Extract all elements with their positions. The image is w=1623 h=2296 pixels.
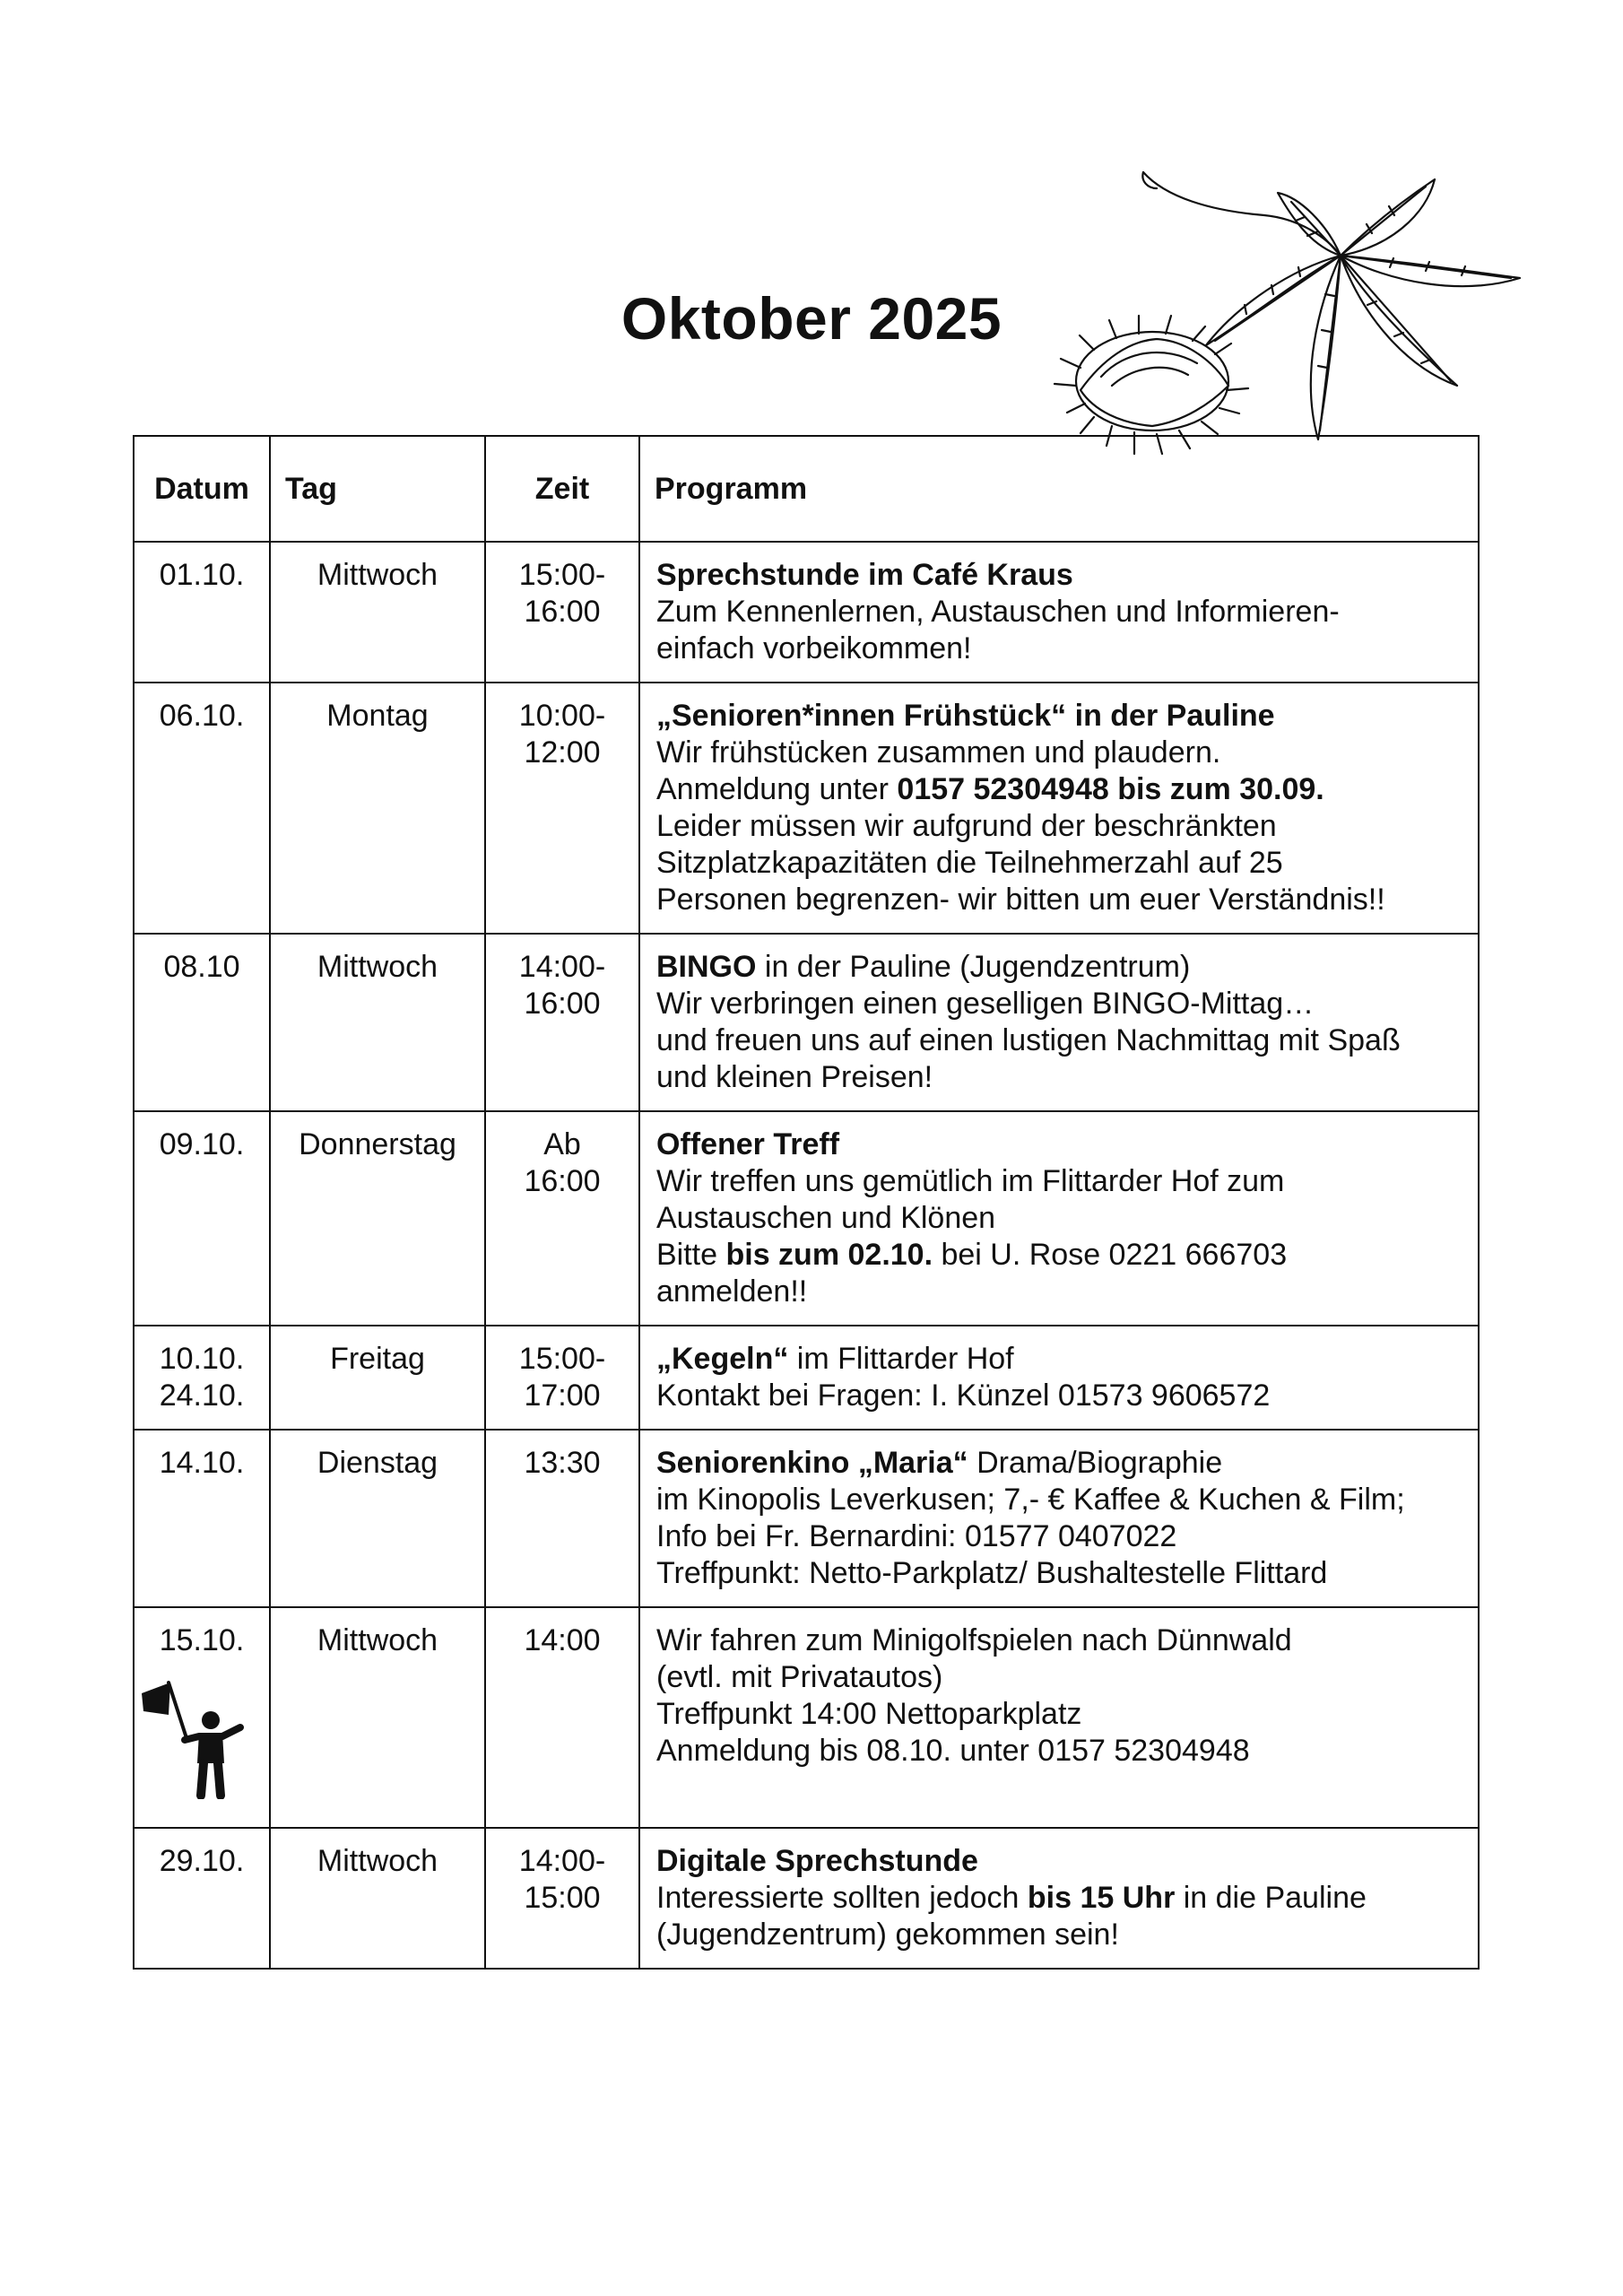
cell-datum <box>134 934 270 1111</box>
date-text: 29.10. <box>159 1844 245 1878</box>
time-text: 13:30 <box>524 1446 601 1480</box>
program-text: Personen begrenzen- wir bitten um euer Verständnis!! <box>656 883 1385 917</box>
program-line <box>656 1622 1471 1659</box>
time-text: 15:00 <box>524 1881 601 1915</box>
cell-zeit <box>485 542 639 683</box>
program-line <box>656 771 1471 808</box>
program-line <box>656 1445 1471 1482</box>
program-text: Wir treffen uns gemütlich im Flittarder Hof zum <box>656 1164 1285 1198</box>
program-text: einfach vorbeikommen! <box>656 631 972 665</box>
cell-tag: Donnerstag <box>270 1111 485 1326</box>
program-text-bold: BINGO <box>656 950 757 984</box>
cell-zeit <box>485 1111 639 1326</box>
program-line <box>656 1696 1471 1733</box>
time-text: 15:00- <box>518 1342 606 1376</box>
program-line <box>656 594 1471 631</box>
program-text: Wir frühstücken zusammen und plaudern. <box>656 735 1221 770</box>
time-text: 16:00 <box>524 595 601 629</box>
date-text: 09.10. <box>159 1127 245 1161</box>
program-text: Austauschen und Klönen <box>656 1201 996 1235</box>
program-line <box>656 1555 1471 1592</box>
program-text: Anmeldung bis 08.10. unter 0157 52304948 <box>656 1734 1250 1768</box>
program-text: Treffpunkt 14:00 Nettoparkplatz <box>656 1697 1082 1731</box>
program-text: (Jugendzentrum) gekommen sein! <box>656 1918 1119 1952</box>
date-text: 14.10. <box>159 1446 245 1480</box>
program-text-bold: „Senioren*innen Frühstück“ in der Pauline <box>656 699 1275 733</box>
program-text: im Kinopolis Leverkusen; 7,- € Kaffee & Kuchen & Film; <box>656 1483 1405 1517</box>
program-line <box>656 557 1471 594</box>
table-row <box>134 1326 1479 1430</box>
program-line <box>656 845 1471 882</box>
header-datum: Datum <box>134 436 270 542</box>
program-text: Kontakt bei Fragen: I. Künzel 01573 9606572 <box>656 1378 1271 1413</box>
program-text: Leider müssen wir aufgrund der beschränkten <box>656 809 1277 843</box>
cell-tag: Mittwoch <box>270 1828 485 1969</box>
cell-datum <box>134 1111 270 1326</box>
program-text: (evtl. mit Privatautos) <box>656 1660 943 1694</box>
cell-zeit <box>485 1607 639 1828</box>
cell-datum <box>134 1326 270 1430</box>
time-text: 16:00 <box>524 1164 601 1198</box>
time-text: 10:00- <box>518 699 606 733</box>
cell-tag: Freitag <box>270 1326 485 1430</box>
program-text: Wir verbringen einen geselligen BINGO-Mittag… <box>656 987 1315 1021</box>
program-line <box>656 1126 1471 1163</box>
table-row <box>134 542 1479 683</box>
program-line <box>656 1341 1471 1378</box>
time-text: 14:00 <box>524 1623 601 1657</box>
program-text-bold: bis 15 Uhr <box>1027 1881 1176 1915</box>
cell-datum <box>134 1828 270 1969</box>
date-text: 24.10. <box>159 1378 245 1413</box>
date-text: 10.10. <box>159 1342 245 1376</box>
program-text: anmelden!! <box>656 1274 808 1309</box>
program-text: in die Pauline <box>1175 1881 1367 1915</box>
program-line <box>656 1378 1471 1414</box>
program-text: Zum Kennenlernen, Austauschen und Informieren- <box>656 595 1340 629</box>
program-line <box>656 1482 1471 1518</box>
time-text: 14:00- <box>518 1844 606 1878</box>
cell-datum <box>134 1607 270 1828</box>
program-line <box>656 1917 1471 1953</box>
schedule-table <box>133 435 1480 1970</box>
program-text-bold: bis zum 02.10. <box>725 1238 933 1272</box>
program-line <box>656 1733 1471 1770</box>
table-row <box>134 683 1479 934</box>
date-text: 08.10 <box>163 950 240 984</box>
program-line <box>656 1200 1471 1237</box>
table-row <box>134 1607 1479 1828</box>
table-row <box>134 1828 1479 1969</box>
cell-programm <box>639 1430 1479 1607</box>
program-text-bold: Sprechstunde im Café Kraus <box>656 558 1073 592</box>
program-text: und freuen uns auf einen lustigen Nachmittag mit Spaß <box>656 1023 1401 1057</box>
program-line <box>656 1237 1471 1274</box>
program-text-bold: „Kegeln“ <box>656 1342 789 1376</box>
cell-programm <box>639 1607 1479 1828</box>
program-text: Anmeldung unter <box>656 772 898 806</box>
header-tag: Tag <box>270 436 485 542</box>
cell-tag: Mittwoch <box>270 934 485 1111</box>
date-text: 15.10. <box>159 1623 245 1657</box>
header-zeit: Zeit <box>485 436 639 542</box>
cell-zeit <box>485 1828 639 1969</box>
table-row <box>134 1430 1479 1607</box>
cell-datum <box>134 683 270 934</box>
program-line <box>656 631 1471 667</box>
program-text: Drama/Biographie <box>968 1446 1223 1480</box>
program-text: Info bei Fr. Bernardini: 01577 0407022 <box>656 1519 1177 1553</box>
program-line <box>656 1274 1471 1310</box>
program-line <box>656 1843 1471 1880</box>
program-line <box>656 1659 1471 1696</box>
time-text: 15:00- <box>518 558 606 592</box>
program-text: und kleinen Preisen! <box>656 1060 933 1094</box>
date-text: 06.10. <box>159 699 245 733</box>
time-text: Ab <box>543 1127 581 1161</box>
program-line <box>656 882 1471 918</box>
cell-programm <box>639 1828 1479 1969</box>
table-header-row <box>134 436 1479 542</box>
program-text-bold: Digitale Sprechstunde <box>656 1844 978 1878</box>
program-line <box>656 808 1471 845</box>
program-line <box>656 1880 1471 1917</box>
time-text: 12:00 <box>524 735 601 770</box>
cell-programm <box>639 542 1479 683</box>
program-text: Wir fahren zum Minigolfspielen nach Dünnwald <box>656 1623 1292 1657</box>
program-text: im Flittarder Hof <box>788 1342 1014 1376</box>
cell-datum <box>134 542 270 683</box>
program-line <box>656 1059 1471 1096</box>
cell-programm <box>639 934 1479 1111</box>
program-text: Interessierte sollten jedoch <box>656 1881 1028 1915</box>
cell-programm <box>639 1111 1479 1326</box>
program-text: in der Pauline (Jugendzentrum) <box>756 950 1191 984</box>
program-line <box>656 698 1471 735</box>
cell-tag: Dienstag <box>270 1430 485 1607</box>
program-line <box>656 735 1471 771</box>
program-text: Sitzplatzkapazitäten die Teilnehmerzahl auf 25 <box>656 846 1283 880</box>
page-title: Oktober 2025 <box>621 285 1002 352</box>
cell-zeit <box>485 934 639 1111</box>
program-line <box>656 1518 1471 1555</box>
cell-tag: Mittwoch <box>270 542 485 683</box>
program-text: bei U. Rose 0221 666703 <box>933 1238 1288 1272</box>
time-text: 16:00 <box>524 987 601 1021</box>
cell-zeit <box>485 683 639 934</box>
time-text: 14:00- <box>518 950 606 984</box>
program-line <box>656 1163 1471 1200</box>
program-text-bold: 0157 52304948 bis zum 30.09. <box>897 772 1324 806</box>
cell-tag: Mittwoch <box>270 1607 485 1828</box>
program-line <box>656 1022 1471 1059</box>
table-row <box>134 934 1479 1111</box>
cell-datum <box>134 1430 270 1607</box>
program-text: Bitte <box>656 1238 726 1272</box>
table-row <box>134 1111 1479 1326</box>
cell-programm <box>639 1326 1479 1430</box>
cell-tag: Montag <box>270 683 485 934</box>
program-line <box>656 986 1471 1022</box>
header-programm: Programm <box>639 436 1479 542</box>
time-text: 17:00 <box>524 1378 601 1413</box>
cell-zeit <box>485 1430 639 1607</box>
date-text: 01.10. <box>159 558 245 592</box>
program-text-bold: Seniorenkino „Maria“ <box>656 1446 968 1480</box>
program-line <box>656 949 1471 986</box>
person-with-flag-icon <box>135 1674 251 1799</box>
program-text-bold: Offener Treff <box>656 1127 840 1161</box>
cell-zeit <box>485 1326 639 1430</box>
cell-programm <box>639 683 1479 934</box>
program-text: Treffpunkt: Netto-Parkplatz/ Bushaltestelle Flittard <box>656 1556 1328 1590</box>
